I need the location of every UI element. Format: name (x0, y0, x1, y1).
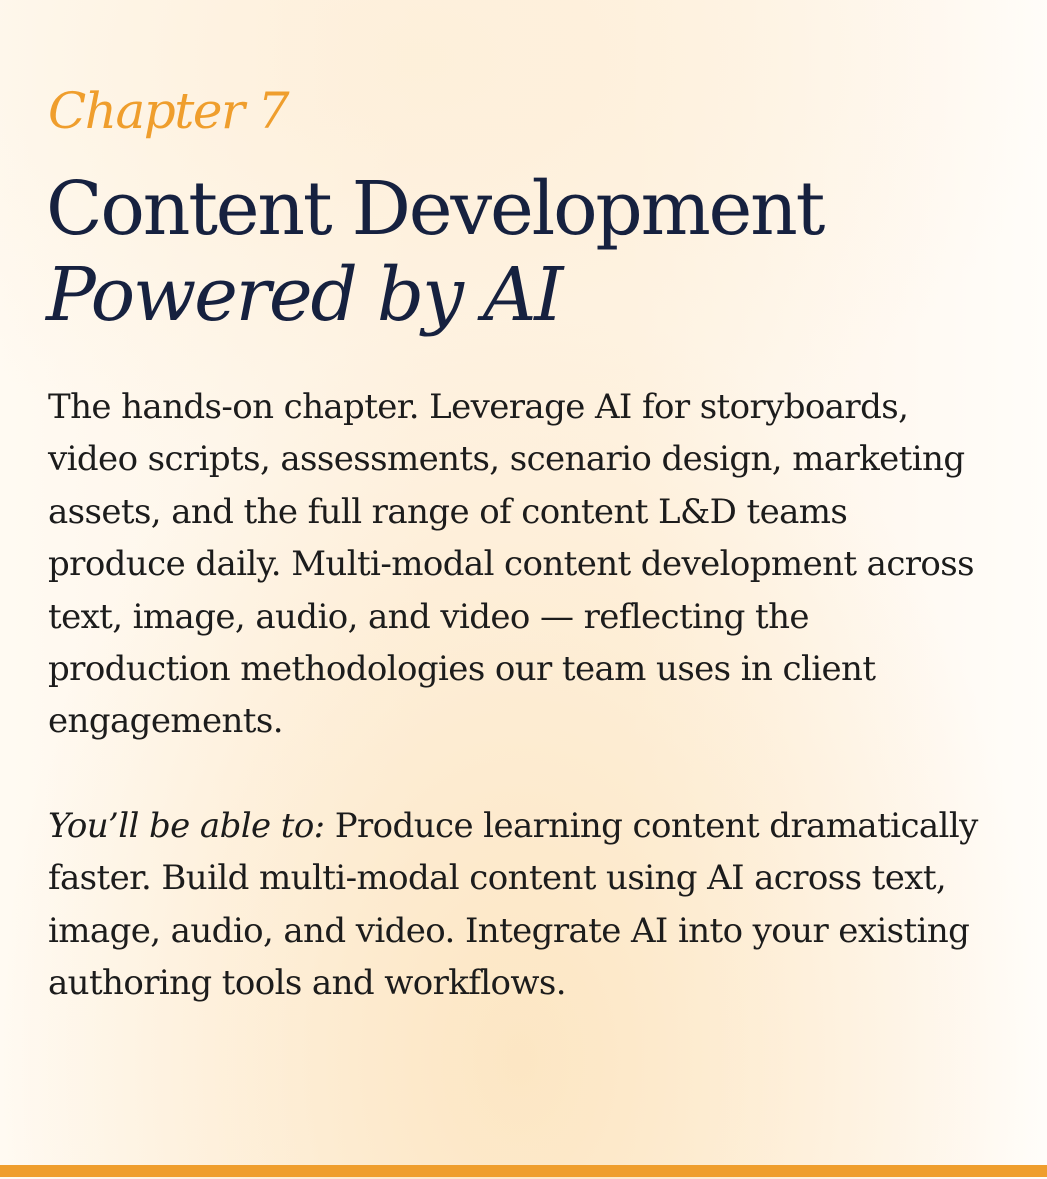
chapter-label: Chapter 7 (48, 82, 289, 140)
chapter-title (46, 166, 1006, 338)
outcomes-text: Produce learning content dramatically faster. Build multi-modal content using AI across text, image, audio, and video. Integrate AI into your existing authoring tools and workflows. (48, 805, 978, 1004)
chapter-outcomes (48, 800, 978, 1010)
chapter-description: The hands-on chapter. Leverage AI for storyboards, video scripts, assessments, scenario design, marketing assets, and the full range of content L&D teams produce daily. Multi-modal content development across text, image, audio, and video — reflecting the production methodologies our team uses in client engagements. (48, 387, 974, 742)
chapter-title-line1: Content Development (46, 166, 824, 252)
bottom-accent-rule (0, 1165, 1047, 1177)
chapter-title-line2: Powered by AI (46, 252, 562, 338)
chapter-body (48, 381, 978, 1009)
outcomes-label: You’ll be able to: (48, 805, 325, 846)
